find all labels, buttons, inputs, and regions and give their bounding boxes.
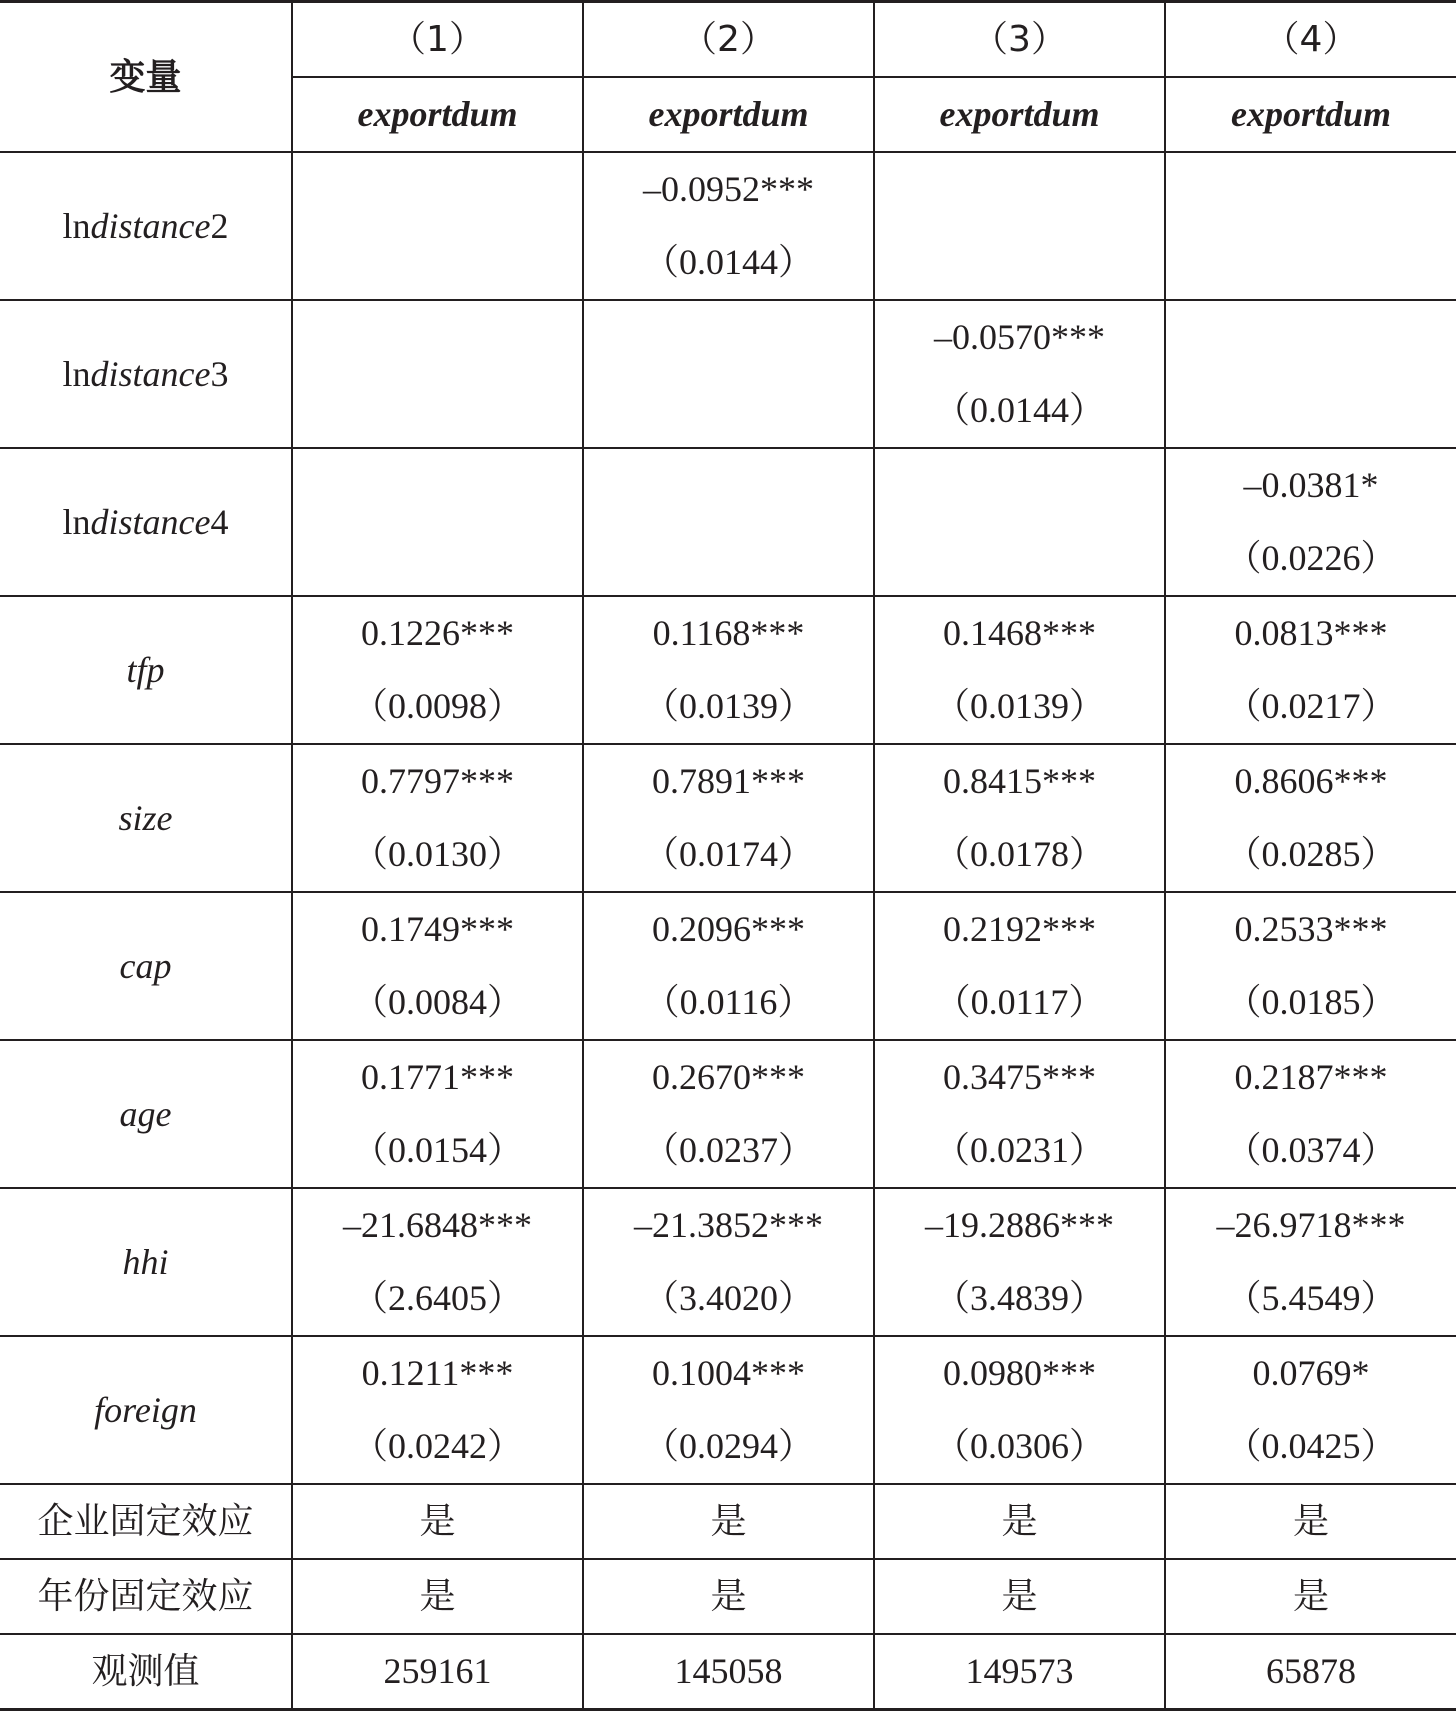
footer-row-value: 是 bbox=[583, 1484, 874, 1559]
standard-error: （0.0144） bbox=[642, 242, 814, 282]
estimate-cell bbox=[292, 152, 583, 300]
estimate-cell bbox=[874, 1188, 1165, 1336]
standard-error: （0.0098） bbox=[351, 686, 523, 726]
coefficient bbox=[293, 301, 582, 374]
table-row bbox=[0, 1336, 1456, 1484]
variable-suffix: 3 bbox=[210, 353, 229, 394]
standard-error: （0.0185） bbox=[1225, 982, 1397, 1022]
estimate-cell bbox=[292, 1188, 583, 1336]
estimate-cell bbox=[1165, 1188, 1456, 1336]
estimate-cell bbox=[292, 300, 583, 448]
model-number-1: （1） bbox=[292, 2, 583, 78]
estimate-cell bbox=[1165, 596, 1456, 744]
variable-italic: distance bbox=[90, 501, 211, 542]
standard-error: （0.0130） bbox=[351, 834, 523, 874]
standard-error: （0.0139） bbox=[642, 686, 814, 726]
estimate-cell bbox=[292, 1336, 583, 1484]
variable-italic: hhi bbox=[122, 1241, 169, 1282]
coefficient: –21.3852*** bbox=[634, 1205, 823, 1245]
standard-error bbox=[875, 226, 1164, 299]
standard-error: （0.0117） bbox=[934, 982, 1105, 1022]
footer-row-value: 65878 bbox=[1165, 1634, 1456, 1710]
standard-error: （0.0144） bbox=[933, 390, 1105, 430]
standard-error bbox=[293, 522, 582, 595]
header-row-model-numbers bbox=[0, 2, 1456, 78]
standard-error: （0.0154） bbox=[351, 1130, 523, 1170]
estimate-cell bbox=[583, 1040, 874, 1188]
coefficient: 0.1226*** bbox=[361, 613, 514, 653]
variable-name-cell bbox=[0, 744, 292, 892]
standard-error bbox=[1166, 226, 1456, 299]
standard-error: （0.0242） bbox=[351, 1426, 523, 1466]
footer-row-value: 是 bbox=[583, 1559, 874, 1634]
footer-row-label: 年份固定效应 bbox=[0, 1559, 292, 1634]
variable-italic: distance bbox=[90, 353, 211, 394]
estimate-cell bbox=[1165, 448, 1456, 596]
standard-error: （0.0425） bbox=[1225, 1426, 1397, 1466]
dependent-variable-4: exportdum bbox=[1165, 77, 1456, 152]
model-number-4: （4） bbox=[1165, 2, 1456, 78]
coefficient bbox=[584, 449, 873, 522]
coefficient: 0.1211*** bbox=[361, 1353, 514, 1393]
variable-suffix: 2 bbox=[210, 205, 229, 246]
coefficient: –21.6848*** bbox=[343, 1205, 532, 1245]
table-row bbox=[0, 1040, 1456, 1188]
coefficient: 0.1771*** bbox=[361, 1057, 514, 1097]
standard-error: （0.0294） bbox=[642, 1426, 814, 1466]
coefficient: 0.7891*** bbox=[652, 761, 805, 801]
variable-italic: distance bbox=[90, 205, 211, 246]
standard-error bbox=[584, 374, 873, 447]
standard-error bbox=[584, 522, 873, 595]
dependent-variable-3: exportdum bbox=[874, 77, 1165, 152]
coefficient: –26.9718*** bbox=[1216, 1205, 1406, 1245]
standard-error: （0.0374） bbox=[1225, 1130, 1397, 1170]
variable-name-cell bbox=[0, 1336, 292, 1484]
variable-name-cell bbox=[0, 300, 292, 448]
table-row bbox=[0, 1188, 1456, 1336]
footer-row-value: 是 bbox=[1165, 1559, 1456, 1634]
coefficient: 0.7797*** bbox=[361, 761, 514, 801]
standard-error: （3.4020） bbox=[642, 1278, 814, 1318]
estimate-cell bbox=[292, 892, 583, 1040]
variable-suffix: 4 bbox=[210, 501, 229, 542]
estimate-cell bbox=[874, 300, 1165, 448]
coefficient: 0.0769* bbox=[1252, 1353, 1370, 1393]
standard-error: （0.0116） bbox=[643, 982, 814, 1022]
standard-error: （0.0084） bbox=[351, 982, 523, 1022]
table-row bbox=[0, 152, 1456, 300]
table-row bbox=[0, 1634, 1456, 1710]
footer-row-value: 259161 bbox=[292, 1634, 583, 1710]
coefficient bbox=[1166, 153, 1456, 226]
estimate-cell bbox=[1165, 152, 1456, 300]
standard-error: （0.0226） bbox=[1225, 538, 1397, 578]
standard-error: （0.0285） bbox=[1225, 834, 1397, 874]
variable-prefix: ln bbox=[62, 353, 91, 394]
footer-row-value: 145058 bbox=[583, 1634, 874, 1710]
estimate-cell bbox=[874, 744, 1165, 892]
estimate-cell bbox=[583, 1336, 874, 1484]
standard-error bbox=[293, 226, 582, 299]
variable-prefix: ln bbox=[62, 501, 91, 542]
standard-error bbox=[293, 374, 582, 447]
footer-row-label: 企业固定效应 bbox=[0, 1484, 292, 1559]
standard-error: （0.0306） bbox=[933, 1426, 1105, 1466]
coefficient: 0.1168*** bbox=[652, 613, 805, 653]
standard-error: （0.0178） bbox=[933, 834, 1105, 874]
coefficient: –0.0381* bbox=[1243, 465, 1379, 505]
table-row bbox=[0, 1484, 1456, 1559]
table-row bbox=[0, 448, 1456, 596]
variable-name-cell bbox=[0, 1040, 292, 1188]
footer-row-value: 是 bbox=[1165, 1484, 1456, 1559]
coefficient bbox=[584, 301, 873, 374]
coefficient: 0.0980*** bbox=[943, 1353, 1096, 1393]
variable-italic: age bbox=[119, 1093, 172, 1134]
estimate-cell bbox=[583, 300, 874, 448]
estimate-cell bbox=[292, 596, 583, 744]
coefficient: 0.2192*** bbox=[943, 909, 1096, 949]
estimate-cell bbox=[292, 448, 583, 596]
estimate-cell bbox=[874, 892, 1165, 1040]
table-row bbox=[0, 596, 1456, 744]
coefficient: –0.0570*** bbox=[934, 317, 1105, 357]
coefficient bbox=[1166, 301, 1456, 374]
standard-error: （3.4839） bbox=[933, 1278, 1105, 1318]
variable-header: 变量 bbox=[0, 2, 292, 153]
estimate-cell bbox=[874, 1040, 1165, 1188]
dependent-variable-2: exportdum bbox=[583, 77, 874, 152]
estimate-cell bbox=[1165, 1040, 1456, 1188]
estimate-cell bbox=[583, 596, 874, 744]
variable-name-cell bbox=[0, 596, 292, 744]
coefficient: 0.3475*** bbox=[943, 1057, 1096, 1097]
coefficient: –19.2886*** bbox=[925, 1205, 1114, 1245]
estimate-cell bbox=[583, 892, 874, 1040]
estimate-cell bbox=[583, 1188, 874, 1336]
standard-error: （0.0237） bbox=[642, 1130, 814, 1170]
table-row bbox=[0, 892, 1456, 1040]
variable-italic: foreign bbox=[94, 1389, 197, 1430]
estimate-cell bbox=[1165, 300, 1456, 448]
standard-error: （0.0174） bbox=[642, 834, 814, 874]
estimate-cell bbox=[583, 448, 874, 596]
model-number-3: （3） bbox=[874, 2, 1165, 78]
dependent-variable-1: exportdum bbox=[292, 77, 583, 152]
coefficient: 0.2187*** bbox=[1234, 1057, 1388, 1097]
coefficient bbox=[293, 153, 582, 226]
estimate-cell bbox=[292, 1040, 583, 1188]
footer-row-value: 是 bbox=[874, 1559, 1165, 1634]
footer-row-value: 是 bbox=[292, 1559, 583, 1634]
variable-italic: cap bbox=[119, 945, 172, 986]
standard-error: （5.4549） bbox=[1225, 1278, 1397, 1318]
coefficient: 0.1004*** bbox=[652, 1353, 805, 1393]
standard-error: （2.6405） bbox=[351, 1278, 523, 1318]
estimate-cell bbox=[583, 152, 874, 300]
coefficient: 0.1468*** bbox=[943, 613, 1096, 653]
estimate-cell bbox=[1165, 1336, 1456, 1484]
coefficient: 0.8415*** bbox=[943, 761, 1096, 801]
variable-italic: size bbox=[118, 797, 173, 838]
variable-name-cell bbox=[0, 152, 292, 300]
estimate-cell bbox=[874, 596, 1165, 744]
table-row bbox=[0, 300, 1456, 448]
variable-prefix: ln bbox=[62, 205, 91, 246]
variable-name-cell bbox=[0, 892, 292, 1040]
coefficient: 0.1749*** bbox=[361, 909, 514, 949]
footer-row-value: 是 bbox=[292, 1484, 583, 1559]
coefficient: 0.8606*** bbox=[1234, 761, 1388, 801]
table-row bbox=[0, 744, 1456, 892]
estimate-cell bbox=[874, 448, 1165, 596]
standard-error bbox=[875, 522, 1164, 595]
variable-italic: tfp bbox=[126, 649, 165, 690]
footer-row-value: 是 bbox=[874, 1484, 1165, 1559]
footer-row-value: 149573 bbox=[874, 1634, 1165, 1710]
coefficient: 0.2533*** bbox=[1234, 909, 1388, 949]
standard-error: （0.0139） bbox=[933, 686, 1105, 726]
variable-name-cell bbox=[0, 1188, 292, 1336]
coefficient bbox=[875, 449, 1164, 522]
estimate-cell bbox=[874, 152, 1165, 300]
footer-row-label: 观测值 bbox=[0, 1634, 292, 1710]
coefficient bbox=[293, 449, 582, 522]
estimate-cell bbox=[874, 1336, 1165, 1484]
variable-name-cell bbox=[0, 448, 292, 596]
coefficient: 0.2670*** bbox=[652, 1057, 805, 1097]
coefficient: 0.2096*** bbox=[652, 909, 805, 949]
estimate-cell bbox=[1165, 892, 1456, 1040]
standard-error: （0.0231） bbox=[933, 1130, 1105, 1170]
coefficient bbox=[875, 153, 1164, 226]
estimate-cell bbox=[292, 744, 583, 892]
coefficient: –0.0952*** bbox=[643, 169, 814, 209]
estimate-cell bbox=[1165, 744, 1456, 892]
standard-error bbox=[1166, 374, 1456, 447]
estimate-cell bbox=[583, 744, 874, 892]
standard-error: （0.0217） bbox=[1225, 686, 1397, 726]
coefficient: 0.0813*** bbox=[1234, 613, 1388, 653]
model-number-2: （2） bbox=[583, 2, 874, 78]
table-row bbox=[0, 1559, 1456, 1634]
